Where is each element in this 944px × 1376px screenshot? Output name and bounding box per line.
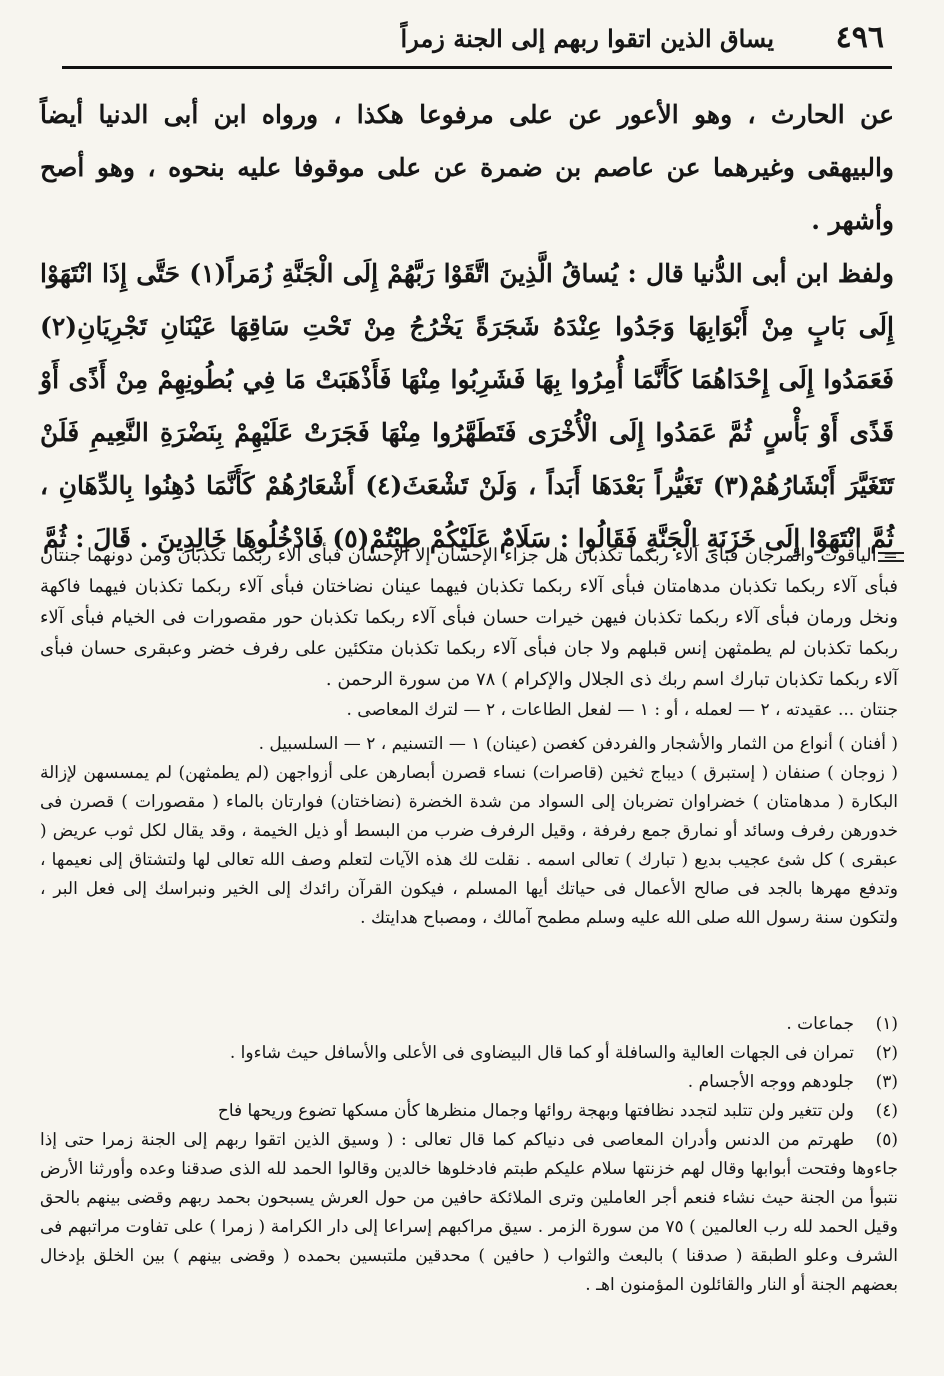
running-title: يساق الذين اتقوا ربهم إلى الجنة زمراً (400, 24, 774, 53)
footnote-text: جلودهم ووجه الأجسام . (687, 1072, 854, 1092)
footnote-number: (٢) (875, 1043, 898, 1063)
margin-notes (40, 540, 898, 726)
header-rule (62, 66, 892, 69)
glosses (40, 730, 898, 933)
footnote (40, 1126, 898, 1300)
footnote (40, 1039, 898, 1068)
footnote (40, 1010, 898, 1039)
footnote-text: طهرتم من الدنس وأدران المعاصى فى دنياكم كما قال تعالى : ( وسيق الذين اتقوا ربهم إلى الجنة زمرا حتى إذا جاءوها وفتحت أبوابها وقال لهم خزنتها سلام عليكم طبتم فادخلوها خالدين وقالوا الحمد لله الذى صدقنا وعده وأورثنا الأرض نتبوأ من الجنة حيث نشاء فنعم أجر العاملين وترى الملائكة حافين من حول العرش يسبحون بحمد ربهم وقضى بينهم بالحق وقيل الحمد لله رب العالمين ) ٧٥ من سورة الزمر . سيق مراكبهم إسراعا إلى دار الكرامة ( زمرا ) على تفاوت مراتبهم فى الشرف وعلو الطبقة ( صدقنا ) بالبعث والثواب ( حافين ) محدقين ملتبسين بحمده ( وقضى بينهم ) بين الخلق بإدخال بعضهم الجنة أو النار والقائلون المؤمنون اهـ . (40, 1130, 898, 1295)
page-header (60, 14, 884, 62)
footnote-text: جماعات . (786, 1014, 854, 1034)
footnote-number: (٤) (875, 1101, 898, 1121)
footnote-number: (٣) (875, 1072, 898, 1092)
main-paragraph: ولفظ ابن أبى الدُّنيا قال : يُساقُ الَّذِينَ اتَّقَوْا رَبَّهُمْ إِلَى الْجَنَّةِ زُمَراً(١) حَتَّى إِذَا انْتَهَوْا إِلَى بَابٍ مِنْ أَبْوَابِهَا وَجَدُوا عِنْدَهُ شَجَرَةً يَخْرُجُ مِنْ تَحْتِ سَاقِهَا عَيْنَانِ تَجْرِيَانِ(٢) فَعَمَدُوا إِلَى إِحْدَاهُمَا كَأَنَّمَا أُمِرُوا بِهَا فَشَرِبُوا مِنْهَا فَأَذْهَبَتْ مَا فِي بُطُونِهِمْ مِنْ أَذًى أَوْ قَذًى أَوْ بَأْسٍ ثُمَّ عَمَدُوا إِلَى الْأُخْرَى فَتَطَهَّرُوا مِنْهَا فَجَرَتْ عَلَيْهِمْ بِنَضْرَةِ النَّعِيمِ فَلَنْ تَتَغَيَّرَ أَبْشَارُهُمْ(٣) تَغَيُّراً بَعْدَهَا أَبَداً ، وَلَنْ تَشْعَثَ(٤) أَشْعَارُهُمْ كَأَنَّمَا دُهِنُوا بِالدِّهَانِ ، ثُمَّ انْتَهَوْا إِلَى خَزَنَةِ الْجَنَّةِ فَقَالُوا : سَلَامٌ عَلَيْكُمْ طِبْتُمْ(٥) فَادْخُلُوهَا خَالِدِينَ . قَالَ : ثُمَّ (40, 259, 895, 553)
footnote (40, 1097, 898, 1126)
footnote-text: تمران فى الجهات العالية والسافلة أو كما قال البيضاوى فى الأعلى والأسافل حيث شاءوا . (229, 1043, 854, 1063)
gloss-line: ( أفنان ) أنواع من الثمار والأشجار والفردفن كغصن (عينان) ١ — التسنيم ، ٢ — السلسبيل . (258, 734, 898, 754)
main-text (40, 88, 894, 565)
page-number: ٤٩٦ (835, 20, 884, 55)
footnotes (40, 1010, 898, 1300)
footnote-text: ولن تتغير ولن تتلبد لتجدد نظافتها وبهجة روائها وجمال منظرها كأن مسكها تضوع وريحها فاح (217, 1101, 854, 1121)
footnote-number: (٥) (875, 1130, 898, 1150)
footnote (40, 1068, 898, 1097)
note-subline: جنتان ... عقيدته ، ٢ — لعمله ، أو : ١ — لفعل الطاعات ، ٢ — لترك المعاصى . (346, 700, 898, 720)
gloss-line: ( زوجان ) صنفان ( إستبرق ) ديباج ثخين (قاصرات) نساء قصرن أبصارهن على أزواجهن (لم يطمثهن) لم يمسسهن لإزالة البكارة ( مدهامتان ) خضراوان تضربان إلى السواد من شدة الخضرة (نضاختان) فوارتان بالماء ( مقصورات ) قصرن فى خدورهن رفرف وسائد أو نمارق جمع رفرفة ، وقيل الرفرف ضرب من البسط أو ذيل الخيمة ، وقد يقال لكل ثوب عريض ( عبقرى ) كل شئ عجيب بديع ( تبارك ) تعالى اسمه . نقلت لك هذه الآيات لتعلم وصف الله تعالى لها ولتشتاق إلى نعيمها ، وتدفع مهرها بالجد فى صالح الأعمال فى حياتك أيها المسلم ، فيكون القرآن رائدك إلى الخير ونبراسك إلى فعل البر ، ولتكون سنة رسول الله صلى الله عليه وسلم مطمح آمالك ، ومصباح هدايتك . (40, 763, 899, 928)
footnote-number: (١) (875, 1014, 898, 1034)
main-paragraph: عن الحارث ، وهو الأعور عن على مرفوعا هكذا ، ورواه ابن أبى الدنيا أيضاً والبيهقى وغيرهما عن عاصم بن ضمرة عن على موقوفا عليه بنحوه ، وهو أصح وأشهر . (40, 100, 894, 235)
note-line: = الياقوت والمرجان فبأى آلاء ربكما تكذبان هل جزاء الإحسان إلا الإحسان فبأى آلاء ربكما تكذبان ومن دونهما جنتان فبأى آلاء ربكما تكذبان مدهامتان فبأى آلاء ربكما تكذبان فيهما عينان نضاختان فبأى آلاء ربكما تكذبان فيهما فاكهة ونخل ورمان فبأى آلاء ربكما تكذبان فيهن خيرات حسان فبأى آلاء ربكما تكذبان حور مقصورات فى الخيام فبأى آلاء ربكما تكذبان لم يطمثهن إنس قبلهم ولا جان فبأى آلاء ربكما تكذبان متكئين على رفرف خضر وعبقرى حسان فبأى آلاء ربكما تكذبان تبارك اسم ربك ذى الجلال والإكرام ) ٧٨ من سورة الرحمن . (40, 545, 898, 690)
